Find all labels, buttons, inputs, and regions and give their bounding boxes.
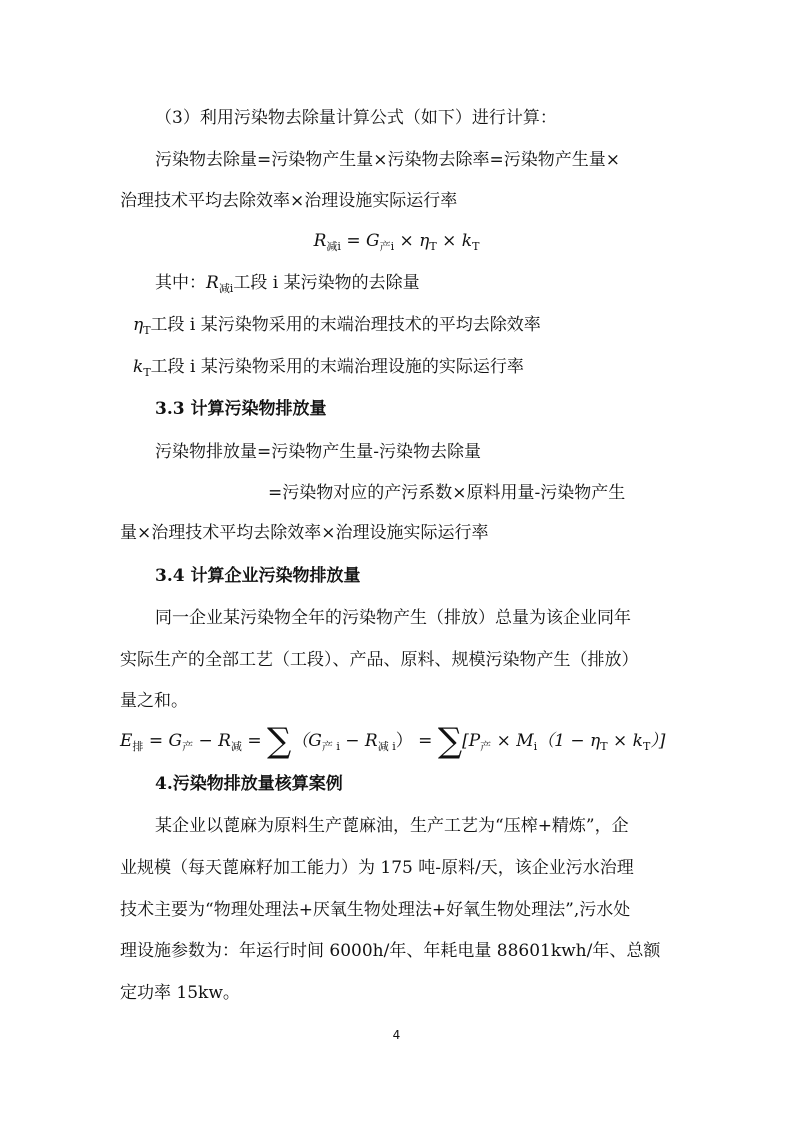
summation-symbol: ∑ xyxy=(266,721,292,761)
definition-prefix: 其中： xyxy=(155,273,206,293)
formula-text: ）] xyxy=(650,731,666,751)
section-heading-3-3: 3.3 计算污染物排放量 xyxy=(155,399,327,419)
formula-removal xyxy=(0,230,793,258)
formula-subscript: 产 xyxy=(480,740,492,753)
formula-text: ） = xyxy=(395,731,438,751)
paragraph-line: 量之和。 xyxy=(120,691,188,711)
formula-subscript: T xyxy=(143,366,151,379)
formula-emission xyxy=(120,721,680,761)
formula-symbol: k xyxy=(133,357,144,377)
paragraph-line: 同一企业某污染物全年的污染物产生（排放）总量为该企业同年 xyxy=(155,608,631,628)
formula-text: × k xyxy=(436,231,473,251)
definition-text: 工段 i 某污染物采用的末端治理技术的平均去除效率 xyxy=(150,315,541,335)
formula-text: × k xyxy=(607,731,643,751)
paragraph-line: 污染物去除量=污染物产生量×污染物去除率=污染物产生量× xyxy=(155,150,620,170)
formula-symbol: G xyxy=(365,231,380,251)
definition-line xyxy=(133,356,693,384)
formula-subscript: 排 xyxy=(132,740,144,753)
paragraph-line: 技术主要为“物理处理法+厌氧生物处理法+好氧生物处理法”,污水处 xyxy=(120,900,631,920)
formula-text: = G xyxy=(143,731,183,751)
formula-subscript: T xyxy=(642,740,651,753)
paragraph-line: 污染物排放量=污染物产生量-污染物去除量 xyxy=(155,442,481,462)
paragraph-line: 实际生产的全部工艺（工段）、产品、原料、规模污染物产生（排放） xyxy=(120,650,639,670)
formula-subscript: T xyxy=(429,240,437,253)
formula-subscript: 减 xyxy=(230,740,242,753)
paragraph-line: =污染物对应的产污系数×原料用量-污染物产生 xyxy=(268,483,626,503)
formula-text: （G xyxy=(291,731,322,751)
formula-subscript: 产 xyxy=(182,740,194,753)
section-heading-4: 4.污染物排放量核算案例 xyxy=(155,774,343,794)
formula-text: = xyxy=(241,731,267,751)
definition-text: 工段 i 某污染物采用的末端治理设施的实际运行率 xyxy=(150,357,524,377)
formula-symbol: R xyxy=(313,231,327,251)
formula-text: − R xyxy=(193,731,231,751)
paragraph-line: 定功率 15kw。 xyxy=(120,983,240,1003)
summation-symbol: ∑ xyxy=(437,721,463,761)
formula-subscript: 减 i xyxy=(377,740,396,753)
paragraph-line: 业规模（每天蓖麻籽加工能力）为 175 吨-原料/天，该企业污水治理 xyxy=(120,858,634,878)
formula-subscript: 减i xyxy=(218,282,234,295)
paragraph-line: 量×治理技术平均去除效率×治理设施实际运行率 xyxy=(120,523,489,543)
formula-subscript: 减i xyxy=(326,240,341,253)
definition-text: 工段 i 某污染物的去除量 xyxy=(233,273,420,293)
formula-symbol: R xyxy=(206,273,219,293)
formula-text: （1 − η xyxy=(537,731,601,751)
section-heading-3-4: 3.4 计算企业污染物排放量 xyxy=(155,566,361,586)
formula-text: [P xyxy=(462,731,481,751)
definition-line xyxy=(133,314,693,342)
formula-subscript: T xyxy=(472,240,480,253)
paragraph-line: （3）利用污染物去除量计算公式（如下）进行计算： xyxy=(155,108,557,128)
formula-symbol: η xyxy=(133,315,144,335)
formula-subscript: T xyxy=(143,324,151,337)
definition-line xyxy=(155,272,715,300)
formula-subscript: i xyxy=(533,740,538,753)
formula-text: × M xyxy=(491,731,534,751)
formula-symbol: E xyxy=(120,731,133,751)
page-number: 4 xyxy=(392,1028,401,1042)
formula-subscript: 产i xyxy=(379,240,395,253)
formula-subscript: T xyxy=(600,740,608,753)
formula-text: × η xyxy=(394,231,430,251)
formula-subscript: 产 i xyxy=(321,740,340,753)
paragraph-line: 某企业以蓖麻为原料生产蓖麻油，生产工艺为“压榨+精炼”，企 xyxy=(155,816,629,836)
formula-text: − R xyxy=(339,731,378,751)
paragraph-line: 治理技术平均去除效率×治理设施实际运行率 xyxy=(120,191,458,211)
formula-text: = xyxy=(340,231,366,251)
paragraph-line: 理设施参数为：年运行时间 6000h/年、年耗电量 88601kwh/年、总额 xyxy=(120,941,661,961)
